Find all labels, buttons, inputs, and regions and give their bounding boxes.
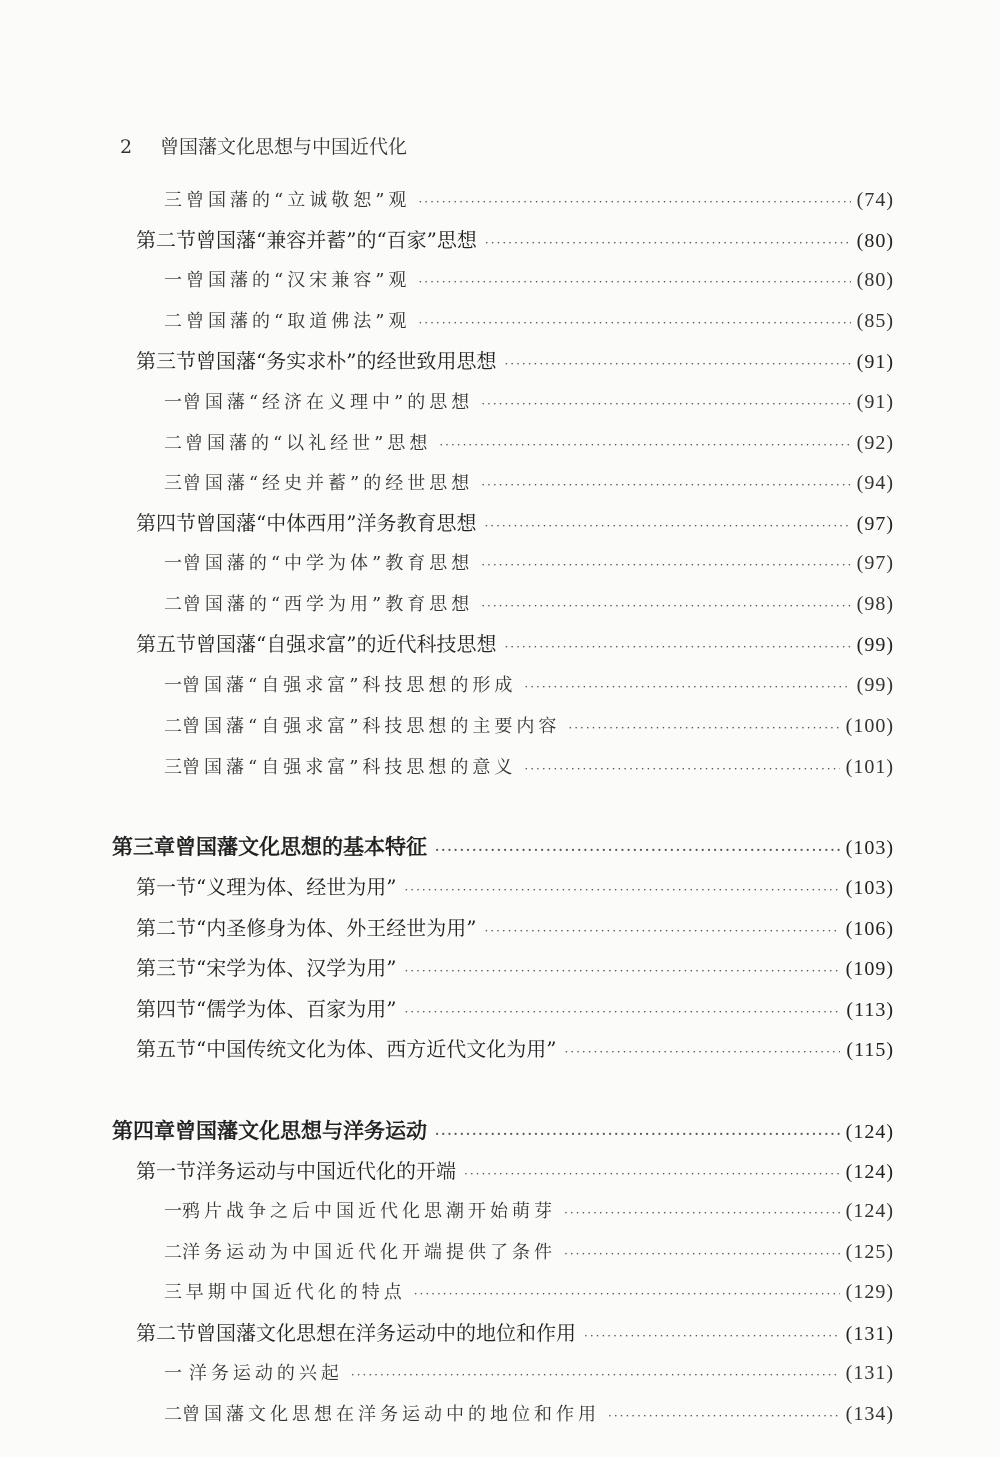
- leader-dots: [568, 712, 839, 744]
- entry-page: (113): [846, 999, 894, 1021]
- entry-page: (129): [845, 1281, 894, 1303]
- entry-title: 曾国藩“中体西用”洋务教育思想: [196, 511, 477, 535]
- entry-title: 曾国藩的“汉宋兼容”观: [186, 270, 411, 291]
- entry-title: 曾国藩的“以礼经世”思想: [184, 433, 432, 454]
- entry-number: 第四节: [136, 997, 196, 1021]
- leader-dots: [584, 1320, 840, 1352]
- leader-dots: [608, 1400, 840, 1432]
- entry-page: (91): [856, 351, 894, 373]
- toc-entry[interactable]: [164, 588, 894, 620]
- entry-number: 第三节: [136, 956, 196, 980]
- entry-title: 洋务运动为中国近代化开端提供了条件: [182, 1242, 556, 1263]
- entry-page: (124): [845, 1121, 894, 1143]
- toc-entry[interactable]: [164, 1276, 894, 1308]
- entry-page: (124): [845, 1161, 894, 1183]
- leader-dots: [351, 1359, 840, 1391]
- toc-entry[interactable]: [136, 507, 894, 539]
- entry-title: 曾国藩“自强求富”的近代科技思想: [196, 632, 497, 656]
- entry-number: 第四节: [136, 511, 196, 535]
- toc-entry[interactable]: [136, 224, 894, 256]
- entry-number: 二: [164, 433, 182, 454]
- entry-title: 洋务运动的兴起: [188, 1363, 343, 1384]
- entry-page: (106): [845, 918, 894, 940]
- toc-chapter[interactable]: [112, 1115, 894, 1147]
- entry-title: “中国传统文化为体、西方近代文化为用”: [196, 1037, 557, 1061]
- toc-entry[interactable]: [164, 1398, 894, 1430]
- entry-number: 第一节: [136, 1159, 196, 1183]
- entry-page: (99): [856, 634, 894, 656]
- entry-page: (125): [845, 1241, 894, 1263]
- entry-title: 曾国藩“经济在义理中”的思想: [182, 392, 474, 413]
- leader-dots: [404, 955, 839, 987]
- entry-page: (100): [845, 715, 894, 737]
- toc-entry[interactable]: [136, 952, 894, 984]
- leader-dots: [524, 671, 850, 703]
- entry-number: 第四章: [112, 1118, 175, 1143]
- entry-title: 曾国藩“兼容并蓄”的“百家”思想: [196, 228, 477, 252]
- entry-number: 一: [164, 553, 182, 574]
- toc-entry[interactable]: [164, 305, 894, 337]
- entry-number: 三: [164, 473, 182, 494]
- leader-dots: [484, 915, 839, 947]
- entry-number: 第一节: [136, 875, 196, 899]
- entry-page: (97): [856, 552, 894, 574]
- entry-page: (115): [846, 1039, 894, 1061]
- toc-entry[interactable]: [136, 912, 894, 944]
- toc-entry[interactable]: [164, 1236, 894, 1268]
- book-title: 曾国藩文化思想与中国近代化: [160, 136, 408, 158]
- leader-dots: [439, 429, 850, 461]
- entry-page: (98): [856, 593, 894, 615]
- entry-title: 早期中国近代化的特点: [185, 1282, 406, 1303]
- leader-dots: [404, 996, 840, 1028]
- entry-page: (101): [845, 756, 894, 778]
- toc-entry[interactable]: [164, 547, 894, 579]
- entry-number: 二: [164, 1242, 182, 1263]
- leader-dots: [481, 590, 850, 622]
- entry-number: 二: [164, 594, 182, 615]
- entry-page: (94): [856, 472, 894, 494]
- entry-title: 曾国藩的“取道佛法”观: [186, 311, 411, 332]
- entry-page: (91): [856, 391, 894, 413]
- entry-page: (92): [856, 432, 894, 454]
- entry-number: 第三章: [112, 834, 175, 859]
- entry-number: 一: [164, 1201, 182, 1222]
- entry-title: “内圣修身为体、外王经世为用”: [196, 916, 477, 940]
- leader-dots: [464, 1158, 840, 1190]
- toc-entry[interactable]: [164, 427, 894, 459]
- toc-chapter[interactable]: [112, 831, 894, 863]
- toc-entry[interactable]: [164, 264, 894, 296]
- entry-title: 曾国藩“自强求富”科技思想的意义: [182, 757, 517, 778]
- leader-dots: [564, 1036, 840, 1068]
- entry-number: 二: [164, 311, 182, 332]
- entry-title: 曾国藩的“立诚敬恕”观: [186, 190, 411, 211]
- toc-entry[interactable]: [164, 386, 894, 418]
- entry-title: 曾国藩“自强求富”科技思想的主要内容: [182, 716, 561, 737]
- entry-page: (109): [845, 958, 894, 980]
- entry-page: (97): [856, 513, 894, 535]
- entry-page: (99): [856, 674, 894, 696]
- toc-entry[interactable]: [164, 1195, 894, 1227]
- leader-dots: [564, 1238, 840, 1270]
- toc-entry[interactable]: [136, 871, 894, 903]
- leader-dots: [404, 874, 839, 906]
- entry-title: “儒学为体、百家为用”: [196, 997, 397, 1021]
- entry-page: (103): [845, 877, 894, 899]
- leader-dots: [504, 348, 850, 380]
- leader-dots: [435, 1118, 840, 1150]
- entry-number: 一: [164, 1363, 182, 1384]
- entry-page: (85): [856, 310, 894, 332]
- leader-dots: [481, 549, 850, 581]
- toc-entry[interactable]: [164, 669, 894, 701]
- entry-title: 曾国藩文化思想的基本特征: [175, 834, 427, 859]
- leader-dots: [418, 307, 850, 339]
- entry-number: 第三节: [136, 349, 196, 373]
- entry-number: 第二节: [136, 916, 196, 940]
- toc-entry[interactable]: [136, 1033, 894, 1065]
- entry-title: 曾国藩文化思想在洋务运动中的地位和作用: [196, 1321, 576, 1345]
- entry-number: 三: [164, 190, 182, 211]
- entry-number: 三: [164, 757, 182, 778]
- entry-page: (103): [845, 837, 894, 859]
- entry-title: 曾国藩文化思想与洋务运动: [175, 1118, 427, 1143]
- entry-number: 第二节: [136, 1321, 196, 1345]
- entry-page: (80): [856, 269, 894, 291]
- entry-title: 曾国藩“自强求富”科技思想的形成: [182, 675, 517, 696]
- entry-page: (131): [845, 1362, 894, 1384]
- toc-entry[interactable]: [164, 184, 894, 216]
- entry-title: “宋学为体、汉学为用”: [196, 956, 397, 980]
- entry-number: 二: [164, 716, 182, 737]
- entry-page: (134): [845, 1403, 894, 1425]
- toc-entry[interactable]: [136, 1317, 894, 1349]
- toc-entry[interactable]: [164, 1357, 894, 1389]
- entry-title: 曾国藩的“西学为用”教育思想: [182, 594, 474, 615]
- leader-dots: [564, 1197, 840, 1229]
- entry-title: 曾国藩“务实求朴”的经世致用思想: [196, 349, 497, 373]
- entry-page: (80): [856, 230, 894, 252]
- entry-title: “义理为体、经世为用”: [196, 875, 397, 899]
- entry-title: 曾国藩文化思想在洋务运动中的地位和作用: [182, 1404, 600, 1425]
- entry-title: 曾国藩“经史并蓄”的经世思想: [182, 473, 474, 494]
- entry-number: 三: [164, 1282, 182, 1303]
- leader-dots: [481, 388, 850, 420]
- entry-title: 洋务运动与中国近代化的开端: [196, 1159, 456, 1183]
- entry-number: 第二节: [136, 228, 196, 252]
- page-number: 2: [120, 136, 133, 158]
- entry-title: 曾国藩的“中学为体”教育思想: [182, 553, 474, 574]
- leader-dots: [504, 631, 850, 663]
- entry-number: 一: [164, 675, 182, 696]
- leader-dots: [418, 186, 850, 218]
- toc-entry[interactable]: [136, 345, 894, 377]
- entry-number: 第五节: [136, 632, 196, 656]
- entry-number: 第五节: [136, 1037, 196, 1061]
- leader-dots: [481, 469, 850, 501]
- leader-dots: [484, 510, 850, 542]
- entry-number: 一: [164, 270, 182, 291]
- entry-page: (124): [845, 1200, 894, 1222]
- entry-page: (74): [856, 189, 894, 211]
- entry-number: 一: [164, 392, 182, 413]
- leader-dots: [418, 266, 850, 298]
- toc-entry[interactable]: [164, 467, 894, 499]
- entry-number: 二: [164, 1404, 182, 1425]
- leader-dots: [485, 227, 851, 259]
- leader-dots: [414, 1278, 840, 1310]
- toc-entry[interactable]: [136, 628, 894, 660]
- entry-page: (131): [845, 1323, 894, 1345]
- leader-dots: [524, 753, 839, 785]
- toc-entry[interactable]: [136, 993, 894, 1025]
- entry-title: 鸦片战争之后中国近代化思潮开始萌芽: [182, 1201, 556, 1222]
- toc-entry[interactable]: [164, 710, 894, 742]
- toc-entry[interactable]: [136, 1155, 894, 1187]
- leader-dots: [435, 834, 840, 866]
- toc-entry[interactable]: [164, 751, 894, 783]
